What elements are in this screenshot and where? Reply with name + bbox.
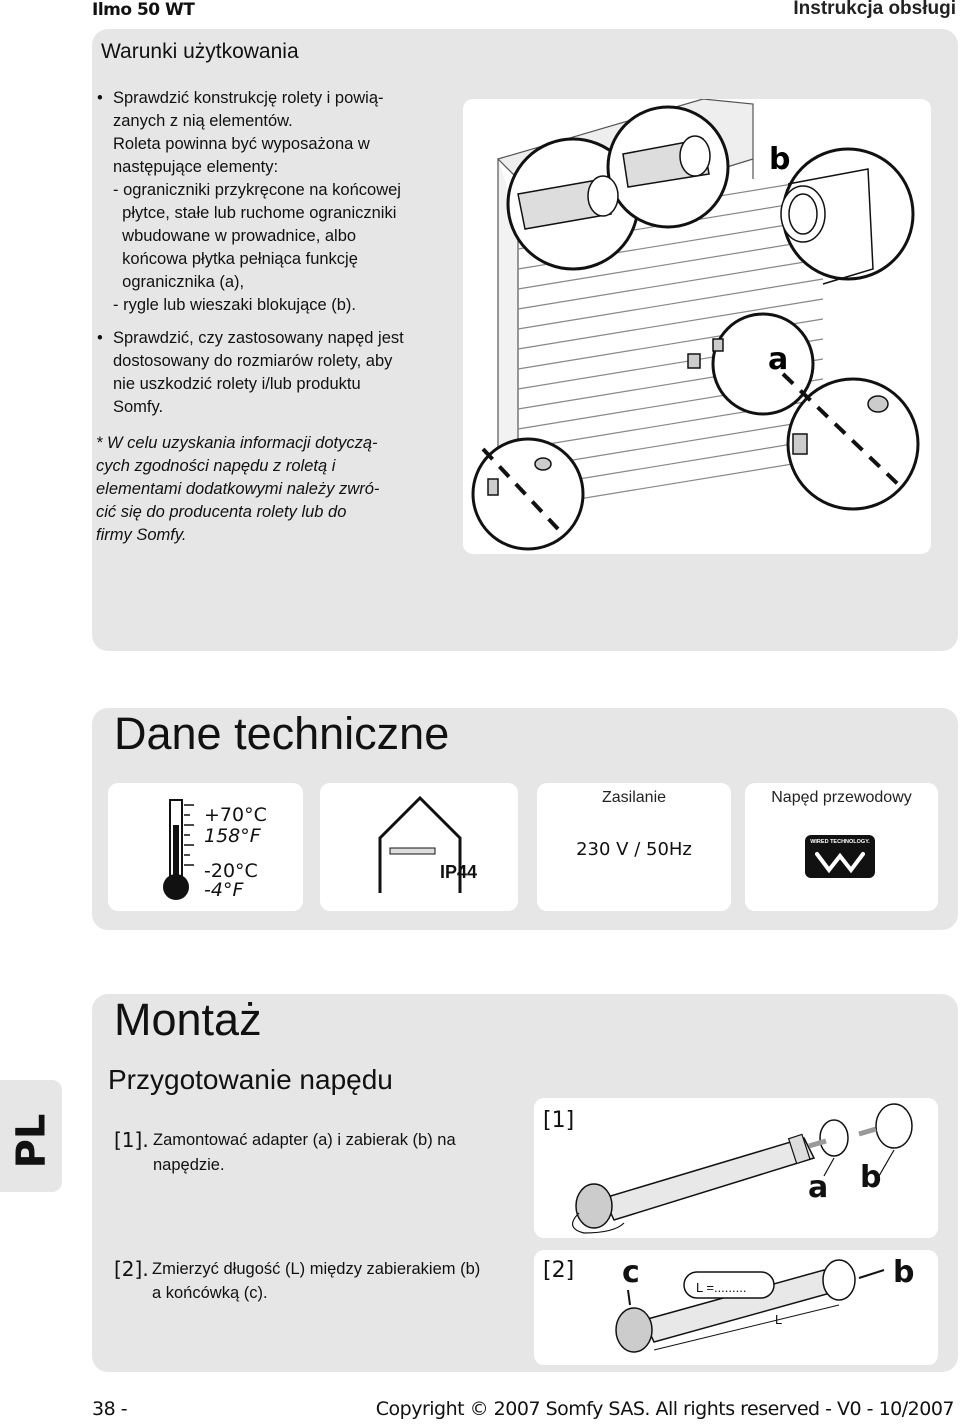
bullet1-line: zanych z nią elementów. [113, 112, 293, 130]
length-label: L [775, 1312, 783, 1327]
bullet1-line: Sprawdzić konstrukcję rolety i powią- [113, 89, 384, 107]
step2-figure-label: [2] [543, 1258, 575, 1283]
bullet1-line: Roleta powinna być wyposażona w [113, 135, 370, 153]
thermometer-icon [150, 795, 200, 905]
mount-title: Montaż [114, 994, 262, 1045]
conditions-bullet-2: • Sprawdzić, czy zastosowany napęd jest dostosowany do rozmiarów rolety, aby nie uszkodzić rolety i/lub produktu Somfy. [113, 327, 473, 419]
wired-wave-icon [815, 850, 865, 874]
figure-label-a: a [768, 342, 789, 377]
step2-line1: Zmierzyć długość (L) między zabierakiem (b) [152, 1260, 481, 1278]
bullet1-line: końcowa płytka pełniąca funkcję [113, 250, 358, 268]
temp-low-f: -4°F [204, 879, 244, 901]
bullet1-line: - rygle lub wieszaki blokujące (b). [113, 296, 357, 314]
bullet2-line: Sprawdzić, czy zastosowany napęd jest [113, 329, 404, 347]
language-tab [0, 1080, 62, 1192]
note-line: firmy Somfy. [96, 526, 187, 544]
temp-high-c: +70°C [204, 804, 267, 826]
language-tab-label: PL [8, 1113, 55, 1169]
supply-value: 230 V / 50Hz [576, 839, 692, 860]
figure-label-b: b [769, 142, 791, 177]
step1-number: [1]. [114, 1128, 149, 1152]
temp-low-c: -20°C [204, 860, 258, 882]
note-line: cych zgodności napędu z roletą i [96, 457, 336, 475]
drive-label: Napęd przewodowy [771, 789, 912, 806]
mount-subtitle: Przygotowanie napędu [108, 1064, 393, 1095]
step2-number: [2]. [114, 1257, 149, 1281]
step1-figure-label: [1] [543, 1108, 575, 1133]
product-name: Ilmo 50 WT [92, 0, 195, 20]
document-title: Instrukcja obsługi [793, 0, 956, 19]
bullet2-line: nie uszkodzić rolety i/lub produktu [113, 375, 361, 393]
step1-label-b: b [860, 1160, 882, 1195]
copyright: Copyright © 2007 Somfy SAS. All rights reserved - V0 - 10/2007 [375, 1398, 954, 1420]
conditions-title: Warunki użytkowania [101, 40, 299, 63]
conditions-bullet-1: • Sprawdzić konstrukcję rolety i powią- zanych z nią elementów. Roleta powinna być wyposażona w następujące elementy: - ograniczniki przykręcone na końcowej płytce, stałe lub ruchome ograniczniki wbudowane w prowadnice, albo końcowa płytka pełniąca funkcję ogranicznika (a), - rygle lub wieszaki blokujące (b). [113, 87, 473, 317]
length-bubble: L =......... [696, 1280, 747, 1295]
bullet1-line: ogranicznika (a), [113, 273, 245, 291]
bullet1-line: wbudowane w prowadnice, albo [113, 227, 357, 245]
bullet1-line: płytce, stałe lub ruchome ograniczniki [113, 204, 397, 222]
page-number: 38 - [92, 1398, 128, 1420]
step2-label-b: b [893, 1255, 915, 1290]
step2-label-c: c [622, 1255, 640, 1290]
note-line: elementami dodatkowymi należy zwró- [96, 480, 380, 498]
conditions-note [96, 432, 466, 547]
bullet2-line: Somfy. [113, 398, 164, 416]
note-line: cić się do producenta rolety lub do [96, 503, 347, 521]
bullet1-line: następujące elementy: [113, 158, 279, 176]
step2-motor-illustration [534, 1250, 938, 1365]
ip-rating: IP44 [440, 862, 478, 882]
temp-high-f: 158°F [204, 825, 261, 847]
step1-label-a: a [808, 1170, 829, 1205]
shutter-illustration [463, 99, 931, 554]
wired-technology-text: WIRED TECHNOLOGY. [810, 839, 870, 845]
supply-label: Zasilanie [601, 789, 667, 806]
step1-line2: napędzie. [153, 1156, 225, 1174]
bullet1-line: - ograniczniki przykręcone na końcowej [113, 181, 401, 199]
bullet2-line: dostosowany do rozmiarów rolety, aby [113, 352, 393, 370]
step2-line2: a końcówką (c). [152, 1284, 268, 1302]
step1-line1: Zamontować adapter (a) i zabierak (b) na [153, 1131, 456, 1149]
note-line: * W celu uzyskania informacji dotyczą- [96, 434, 378, 452]
tech-title: Dane techniczne [114, 708, 450, 759]
